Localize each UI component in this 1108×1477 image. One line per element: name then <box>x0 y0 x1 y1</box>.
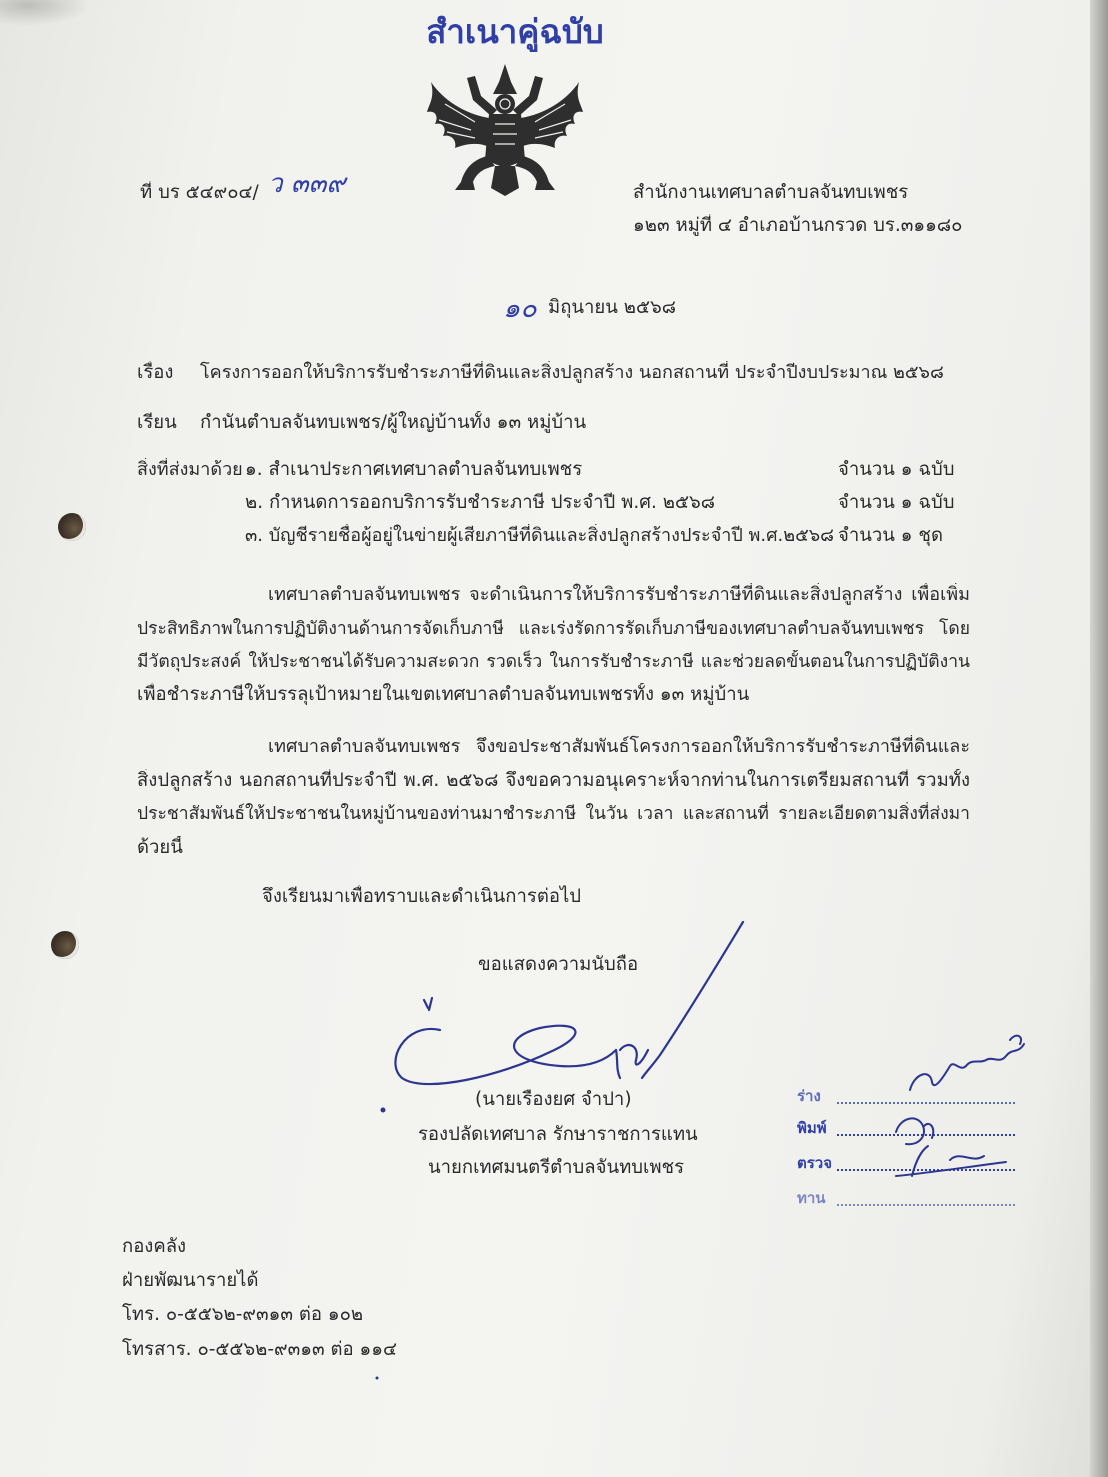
enclosures-label: สิ่งที่ส่งมาด้วย <box>137 459 243 480</box>
signatory-position: รองปลัดเทศบาล รักษาราชการแทน <box>418 1124 698 1145</box>
body-paragraph-2-line: เทศบาลตำบลจันทบเพชร จึงขอประชาสัมพันธ์โครงการออกให้บริการรับชำระภาษีที่ดินและ <box>268 736 970 757</box>
body-paragraph-1-line: มีวัตถุประสงค์ ให้ประชาชนได้รับความสะดวก รวดเร็ว ในการรับชำระภาษี และช่วยลดขั้นตอนในการปฏิบัติงาน <box>137 652 970 672</box>
signatory-name: (นายเรืองยศ จำปา) <box>475 1089 632 1110</box>
body-paragraph-1-line: ประสิทธิภาพในการปฏิบัติงานด้านการจัดเก็บภาษี และเร่งรัดการรัดเก็บภาษีของเทศบาลตำบลจันทบเพชร โดย <box>137 619 970 639</box>
review-stamp-label: พิมพ์ <box>797 1119 827 1137</box>
enclosure-quantity: จำนวน ๑ ฉบับ <box>838 492 955 513</box>
reference-handwritten-number: ว ๓๓๙ <box>268 169 346 199</box>
sender-address: ๑๒๓ หมู่ที่ ๔ อำเภอบ้านกรวด บร.๓๑๑๘๐ <box>633 215 963 236</box>
reference-number: ที่ บร ๕๔๙๐๔/ <box>140 182 259 203</box>
body-paragraph-2-line: สิ่งปลูกสร้าง นอกสถานที่ประจำปี พ.ศ. ๒๕๖๘ จึงขอความอนุเคราะห์จากท่านในการเตรียมสถานที่ รวมทั้ง <box>137 770 970 791</box>
salutation: ขอแสดงความนับถือ <box>478 954 639 975</box>
date-month-year: มิถุนายน ๒๕๖๘ <box>548 297 677 318</box>
sender-office: สำนักงานเทศบาลตำบลจันทบเพชร <box>633 182 909 203</box>
footer-telephone: โทร. ๐-๕๕๖๒-๙๓๑๓ ต่อ ๑๐๒ <box>122 1304 364 1325</box>
signatory-title: นายกเทศมนตรีตำบลจันทบเพชร <box>428 1157 685 1178</box>
body-paragraph-2-line: ประชาสัมพันธ์ให้ประชาชนในหมู่บ้านของท่านมาชำระภาษี ในวัน เวลา และสถานที่ รายละเอียดตามสิ่งที่ส่งมา <box>137 804 970 824</box>
enclosure-quantity: จำนวน ๑ ชุด <box>838 525 943 546</box>
body-paragraph-1-line: เพื่อชำระภาษีให้บรรลุเป้าหมายในเขตเทศบาลตำบลจันทบเพชรทั้ง ๑๓ หมู่บ้าน <box>137 684 750 705</box>
body-paragraph-2-line: ด้วยนี้ <box>137 837 183 858</box>
subject-label: เรื่อง <box>137 362 174 383</box>
review-stamp-label: ตรวจ <box>797 1154 833 1172</box>
enclosure-item: ๒. กำหนดการออกบริการรับชำระภาษี ประจำปี พ.ศ. ๒๕๖๘ <box>245 492 715 513</box>
addressee-text: กำนันตำบลจันทบเพชร/ผู้ใหญ่บ้านทั้ง ๑๓ หมู่บ้าน <box>200 412 587 433</box>
enclosure-quantity: จำนวน ๑ ฉบับ <box>838 459 955 480</box>
review-stamp-label: ทาน <box>797 1189 826 1207</box>
footer-fax: โทรสาร. ๐-๕๕๖๒-๙๓๑๓ ต่อ ๑๑๔ <box>122 1339 397 1360</box>
date-day-handwritten: ๑๐ <box>503 293 537 324</box>
enclosure-item: ๑. สำเนาประกาศเทศบาลตำบลจันทบเพชร <box>245 459 583 480</box>
body-paragraph-1-line: เทศบาลตำบลจันทบเพชร จะดำเนินการให้บริการรับชำระภาษีที่ดินและสิ่งปลูกสร้าง เพื่อเพิ่ม <box>268 584 970 605</box>
enclosure-item: ๓. บัญชีรายชื่อผู้อยู่ในข่ายผู้เสียภาษีที่ดินและสิ่งปลูกสร้างประจำปี พ.ศ.๒๕๖๘ <box>245 525 835 546</box>
addressee-label: เรียน <box>137 412 177 433</box>
footer-section: ฝ่ายพัฒนารายได้ <box>122 1270 259 1291</box>
review-stamp-label: ร่าง <box>797 1087 821 1105</box>
footer-division: กองคลัง <box>122 1236 187 1257</box>
copy-stamp: สำเนาคู่ฉบับ <box>426 12 604 51</box>
subject-text: โครงการออกให้บริการรับชำระภาษีที่ดินและสิ่งปลูกสร้าง นอกสถานที่ ประจำปีงบประมาณ ๒๕๖๘ <box>200 362 944 383</box>
closing-line: จึงเรียนมาเพื่อทราบและดำเนินการต่อไป <box>262 886 582 907</box>
